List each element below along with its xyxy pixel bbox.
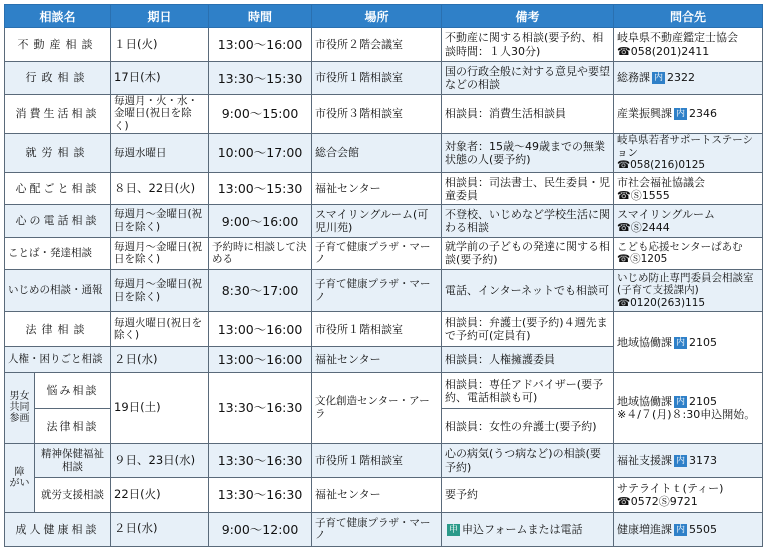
consult-name: 心の電話相談 [5,205,111,237]
consult-place: 福祉センター [312,173,442,205]
consult-note: 電話、インターネットでも相談可 [442,270,614,312]
consult-note: 相談員：専任アドバイザー(要予約、電話相談も可) [442,373,614,409]
consult-date: 毎週月〜金曜日(祝日を除く) [111,237,209,269]
consult-name: 就労支援相談 [35,478,111,512]
extension-badge: 内 [676,455,686,466]
consult-place: スマイリングルーム(可児川苑) [312,205,442,237]
contact-org: 福祉支援課 [617,453,673,467]
consult-name: 就労相談 [5,133,111,172]
contact-org: 市社会福祉協議会 [617,175,706,189]
consult-contact [614,312,763,373]
consult-note: 要予約 [442,478,614,512]
contact-ext: 3173 [689,453,718,467]
consult-note: 相談員：消費生活相談員 [442,94,614,133]
contact-org: スマイリングルーム [617,207,716,221]
consult-place: 市役所１階相談室 [312,312,442,346]
consult-name: 人権・困りごと相談 [5,346,111,372]
group-label-shogai [5,443,35,512]
consult-place: 文化創造センター・アーラ [312,373,442,444]
consult-date: 毎週月・火・水・金曜日(祝日を除く) [111,94,209,133]
consult-name: 精神保健福祉相談 [35,443,111,477]
extension-badge: 内 [676,524,686,535]
consult-time: 13:00〜16:00 [209,312,312,346]
consult-note: 対象者：15歳〜49歳までの無業状態の人(要予約) [442,133,614,172]
consult-name: 行政相談 [5,62,111,94]
consult-time: 8:30〜17:00 [209,270,312,312]
consult-date: 19日(土) [111,373,209,444]
consult-date: ２日(水) [111,512,209,546]
consult-place: 市役所３階相談室 [312,94,442,133]
contact-org: いじめ防止専門委員会相談室(子育て支援課内) [617,271,754,297]
table-row [5,270,763,312]
group-label-line: 障 [14,466,25,478]
consult-time: 13:30〜16:30 [209,373,312,444]
consult-note: 不動産に関する相談(要予約、相談時間：１人30分) [442,28,614,62]
consult-contact [614,237,763,269]
contact-org: 地域協働課 [617,335,673,349]
contact-tel: ☎0572Ⓢ9721 [617,494,698,508]
contact-ext: 2105 [689,394,718,408]
consult-time: 予約時に相談して決める [209,237,312,269]
consult-name: いじめの相談・通報 [5,270,111,312]
consult-time: 13:00〜16:00 [209,346,312,372]
consult-name: 法律相談 [5,312,111,346]
consult-note: 相談員：弁護士(要予約)４週先まで予約可(定員有) [442,312,614,346]
consult-place: 福祉センター [312,346,442,372]
consult-place: 子育て健康プラザ・マーノ [312,270,442,312]
consult-time: 9:00〜16:00 [209,205,312,237]
consult-contact [614,28,763,62]
consult-date: 22日(火) [111,478,209,512]
consult-name: 不動産相談 [5,28,111,62]
contact-org: こども応援センターぱあむ [617,240,743,253]
consult-date: 毎週水曜日 [111,133,209,172]
extension-badge: 内 [676,109,686,120]
header-date: 期日 [111,5,209,28]
contact-tel: ☎Ⓢ2444 [617,221,670,235]
consult-place: 総合会館 [312,133,442,172]
contact-org: 岐阜県若者サポートステーション [617,134,753,159]
consult-note: 不登校、いじめなど学校生活に関わる相談 [442,205,614,237]
consult-contact [614,270,763,312]
consult-place: 市役所１階相談室 [312,443,442,477]
consult-date: ９日、23日(水) [111,443,209,477]
table-row [5,443,763,477]
consult-place: 子育て健康プラザ・マーノ [312,237,442,269]
consult-note: 就学前の子どもの発達に関する相談(要予約) [442,237,614,269]
group-label-line: がい [9,477,30,489]
group-label-line: 共同 [9,402,30,414]
contact-org: サテライトｔ(ティー) [617,481,724,495]
table-row [5,173,763,205]
consult-time: 9:00〜12:00 [209,512,312,546]
contact-org: 総務課 [617,71,651,85]
consult-place: 市役所１階相談室 [312,62,442,94]
table-row [5,478,763,512]
header-note: 備考 [442,5,614,28]
consult-contact [614,512,763,546]
consult-name: 成人健康相談 [5,512,111,546]
consult-time: 13:00〜15:30 [209,173,312,205]
group-label-line: 参画 [9,413,30,425]
contact-ext: 2105 [689,335,718,349]
consult-name: 悩み相談 [35,373,111,409]
header-place: 場所 [312,5,442,28]
header-row [5,5,763,28]
consult-note: 相談員：人権擁護委員 [442,346,614,372]
consult-contact [614,62,763,94]
contact-org: 地域協働課 [617,394,673,408]
consult-contact [614,205,763,237]
consult-note: 国の行政全般に対する意見や要望などの相談 [442,62,614,94]
consult-place: 市役所２階会議室 [312,28,442,62]
consult-contact [614,478,763,512]
consult-time: 13:30〜15:30 [209,62,312,94]
consult-place: 子育て健康プラザ・マーノ [312,512,442,546]
table-row [5,94,763,133]
consult-time: 10:00〜17:00 [209,133,312,172]
consult-note: 心の病気(うつ病など)の相談(要予約) [442,443,614,477]
contact-ext: 2322 [667,71,696,85]
header-contact: 問合先 [614,5,763,28]
table-row [5,205,763,237]
header-time: 時間 [209,5,312,28]
contact-ext: 2346 [689,107,718,121]
consult-contact [614,373,763,444]
consult-date: 毎週月〜金曜日(祝日を除く) [111,270,209,312]
consult-name: 心配ごと相談 [5,173,111,205]
note-text: 申込フォームまたは電話 [462,522,583,536]
consult-contact [614,443,763,477]
contact-ext: 5505 [689,522,718,536]
contact-tel: ☎058(201)2411 [617,44,710,58]
consult-date: 毎週月〜金曜日(祝日を除く) [111,205,209,237]
consult-place: 福祉センター [312,478,442,512]
consult-date: ２日(水) [111,346,209,372]
table-row [5,373,763,409]
contact-tel: ☎Ⓢ1205 [617,253,668,266]
table-row [5,312,763,346]
table-row [5,133,763,172]
extension-badge: 内 [676,337,686,348]
consult-time: 13:30〜16:30 [209,443,312,477]
contact-org: 産業振興課 [617,107,673,121]
consult-date: ８日、22日(火) [111,173,209,205]
contact-tel: ☎0120(263)115 [617,297,706,310]
table-row [5,62,763,94]
consult-name: 法律相談 [35,409,111,443]
consult-contact [614,173,763,205]
table-row [5,28,763,62]
consult-name: 消費生活相談 [5,94,111,133]
consult-contact [614,133,763,172]
consult-contact [614,94,763,133]
consult-time: 13:30〜16:30 [209,478,312,512]
consult-note: 相談員：女性の弁護士(要予約) [442,409,614,443]
group-label-danjo [5,373,35,444]
consult-date: 毎週火曜日(祝日を除く) [111,312,209,346]
contact-note: ※４/７(月)８:30申込開始。 [617,407,756,421]
group-label-line: 男女 [9,391,30,403]
contact-tel: ☎Ⓢ1555 [617,188,670,202]
consult-time: 9:00〜15:00 [209,94,312,133]
contact-org: 健康増進課 [617,522,673,536]
consult-date: 17日(木) [111,62,209,94]
consult-time: 13:00〜16:00 [209,28,312,62]
contact-tel: ☎058(216)0125 [617,159,706,172]
consult-date: １日(火) [111,28,209,62]
table-row [5,237,763,269]
consultation-table [4,4,763,547]
extension-badge: 内 [654,73,664,84]
consult-note [442,512,614,546]
table-row [5,512,763,546]
extension-badge: 内 [676,396,686,407]
header-name: 相談名 [5,5,111,28]
contact-org: 岐阜県不動産鑑定士協会 [617,31,739,45]
application-badge: 申 [449,524,459,535]
consult-name: ことば・発達相談 [5,237,111,269]
consult-note: 相談員：司法書士、民生委員・児童委員 [442,173,614,205]
